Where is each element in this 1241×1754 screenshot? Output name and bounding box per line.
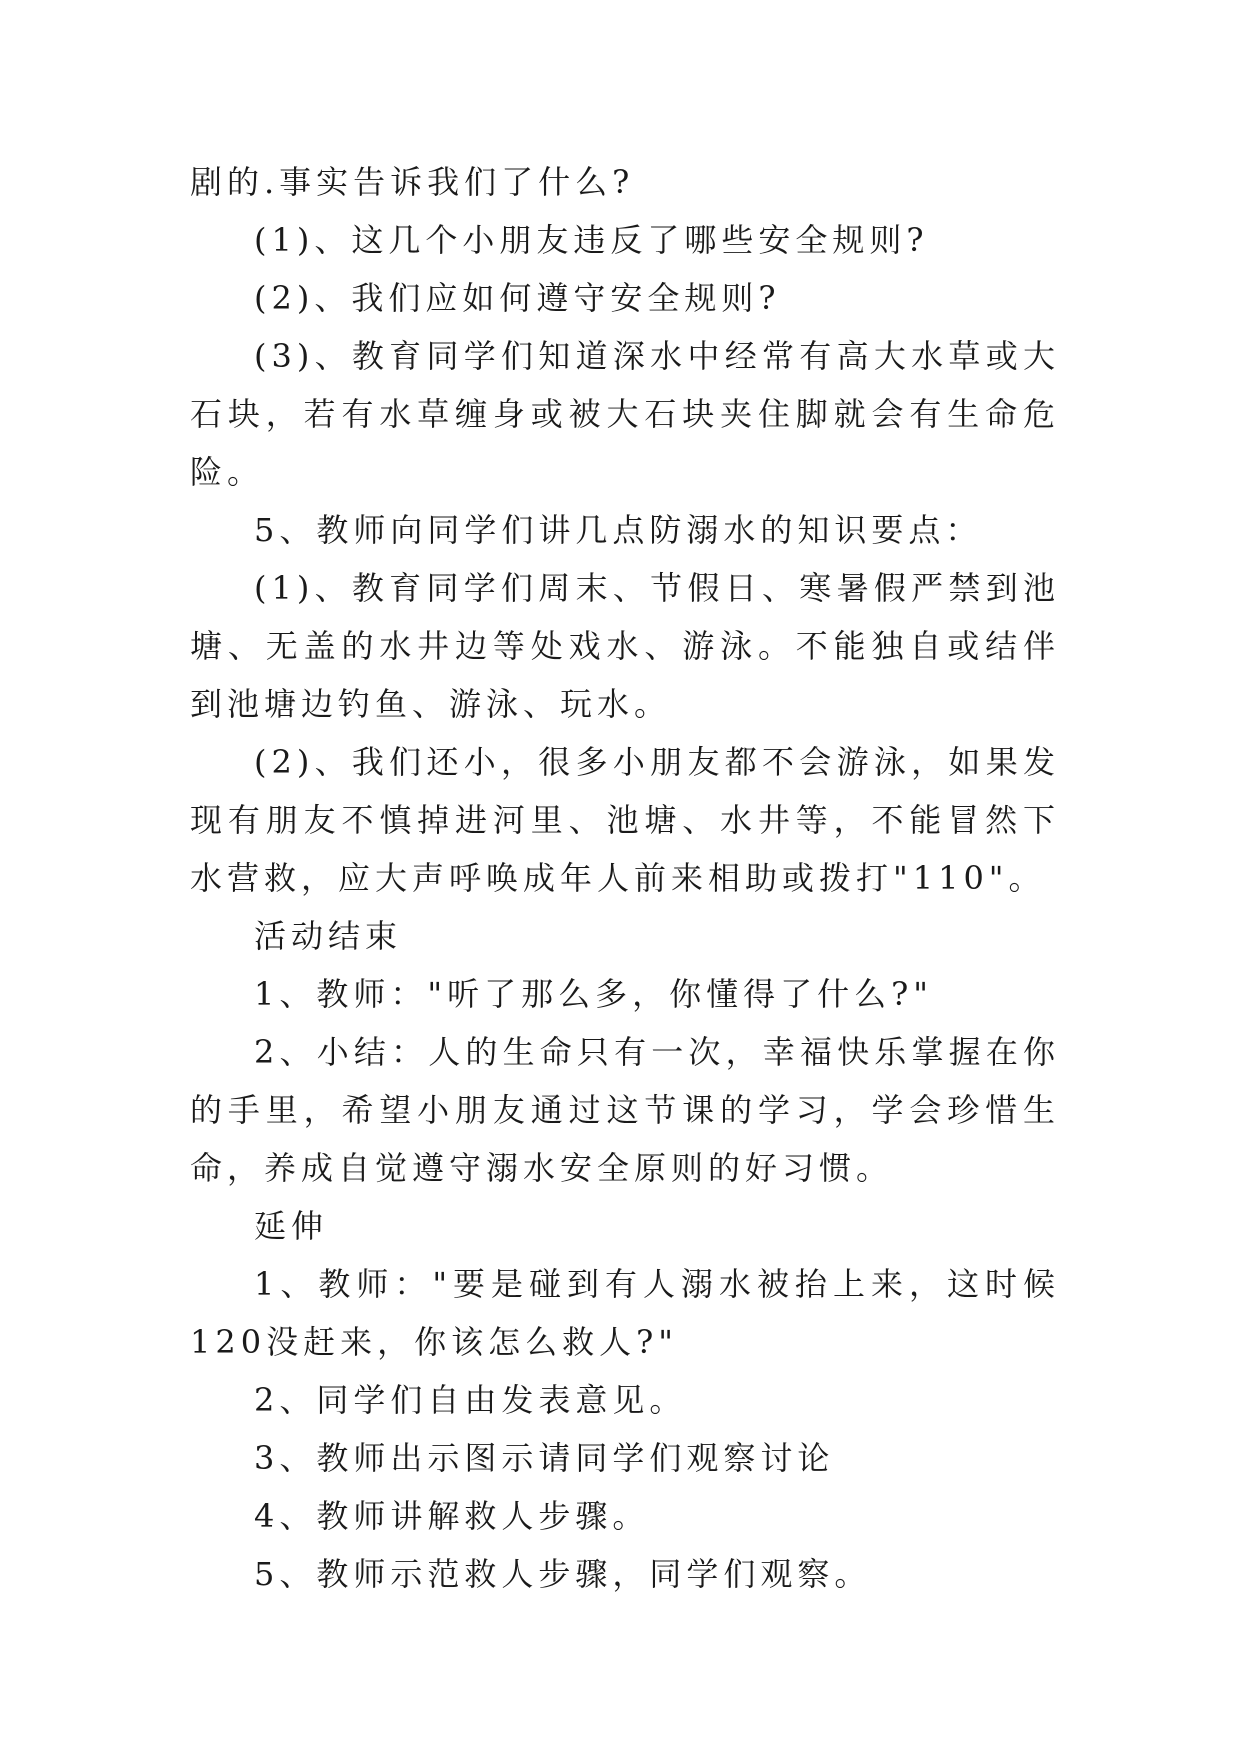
document-body (190, 153, 1060, 1603)
paragraph-end-2: 2、小结：人的生命只有一次，幸福快乐掌握在你的手里，希望小朋友通过这节课的学习，学会珍惜生命，养成自觉遵守溺水安全原则的好习惯。 (190, 1033, 1060, 1187)
paragraph-extension-3: 3、教师出示图示请同学们观察讨论 (254, 1439, 835, 1477)
paragraph-extension-1: 1、教师："要是碰到有人溺水被抬上来，这时候120没赶来，你该怎么救人?" (190, 1265, 1060, 1361)
paragraph-extension-4: 4、教师讲解救人步骤。 (254, 1497, 650, 1535)
paragraph-end-1: 1、教师："听了那么多，你懂得了什么?" (254, 975, 933, 1013)
paragraph-step-5: 5、教师向同学们讲几点防溺水的知识要点： (254, 511, 983, 549)
paragraph-extension-2: 2、同学们自由发表意见。 (254, 1381, 687, 1419)
paragraph-point-1: (1)、教育同学们周末、节假日、寒暑假严禁到池塘、无盖的水井边等处戏水、游泳。不能独自或结伴到池塘边钓鱼、游泳、玩水。 (190, 569, 1060, 723)
paragraph-question-3: (3)、教育同学们知道深水中经常有高大水草或大石块，若有水草缠身或被大石块夹住脚就会有生命危险。 (190, 337, 1060, 491)
paragraph-extension-5: 5、教师示范救人步骤，同学们观察。 (254, 1555, 872, 1593)
paragraph-question-1: (1)、这几个小朋友违反了哪些安全规则? (254, 221, 929, 259)
section-heading-extension: 延伸 (254, 1207, 329, 1245)
section-heading-activity-end: 活动结束 (254, 917, 403, 955)
paragraph-question-2: (2)、我们应如何遵守安全规则? (254, 279, 781, 317)
paragraph-continuation: 剧的.事实告诉我们了什么? (190, 163, 635, 201)
paragraph-point-2: (2)、我们还小，很多小朋友都不会游泳，如果发现有朋友不慎掉进河里、池塘、水井等，不能冒然下水营救，应大声呼唤成年人前来相助或拨打"110"。 (190, 743, 1060, 897)
